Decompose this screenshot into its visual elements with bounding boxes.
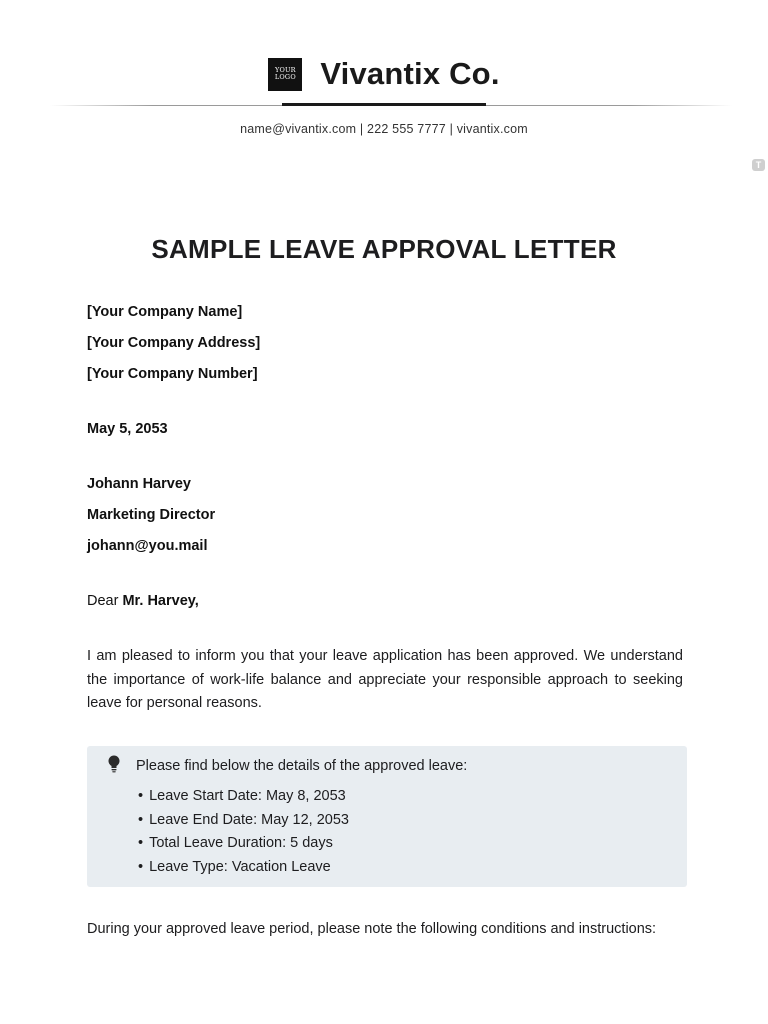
header-divider-accent <box>282 103 486 106</box>
details-intro: Please find below the details of the approved leave: <box>136 758 468 774</box>
body-paragraph: I am pleased to inform you that your leave application has been approved. We understand the importance of work-life balance and appreciate your responsible approach to seeking leave for personal reasons. <box>87 648 683 711</box>
company-name: Vivantix Co. <box>320 56 500 91</box>
conditions-intro: During your approved leave period, please note the following conditions and instructions: <box>87 921 657 937</box>
leave-details-callout <box>87 746 687 887</box>
logo-text-line2: LOGO <box>274 73 296 81</box>
sender-company-number: [Your Company Number] <box>87 366 258 382</box>
recipient-title: Marketing Director <box>87 507 216 523</box>
sender-company-name: [Your Company Name] <box>87 304 243 320</box>
list-item: • Total Leave Duration: 5 days <box>138 832 349 856</box>
company-logo <box>268 58 302 91</box>
list-item: • Leave Start Date: May 8, 2053 <box>138 785 349 809</box>
contact-info: name@vivantix.com | 222 555 7777 | vivantix.com <box>240 122 528 136</box>
salutation-prefix: Dear <box>87 593 123 609</box>
salutation-name: Mr. Harvey, <box>122 593 199 609</box>
leave-details-list <box>138 785 349 879</box>
logo-text-line1: YOUR <box>274 66 296 74</box>
lightbulb-icon <box>107 755 121 773</box>
text-tool-badge[interactable]: T <box>752 159 765 171</box>
salutation <box>87 593 199 609</box>
sender-company-address: [Your Company Address] <box>87 335 261 351</box>
list-item: • Leave End Date: May 12, 2053 <box>138 809 349 833</box>
recipient-name: Johann Harvey <box>87 476 191 492</box>
recipient-email: johann@you.mail <box>87 538 208 554</box>
list-item: • Leave Type: Vacation Leave <box>138 856 349 880</box>
letter-title: SAMPLE LEAVE APPROVAL LETTER <box>151 234 617 264</box>
letter-date: May 5, 2053 <box>87 421 168 437</box>
letterhead <box>0 56 768 92</box>
